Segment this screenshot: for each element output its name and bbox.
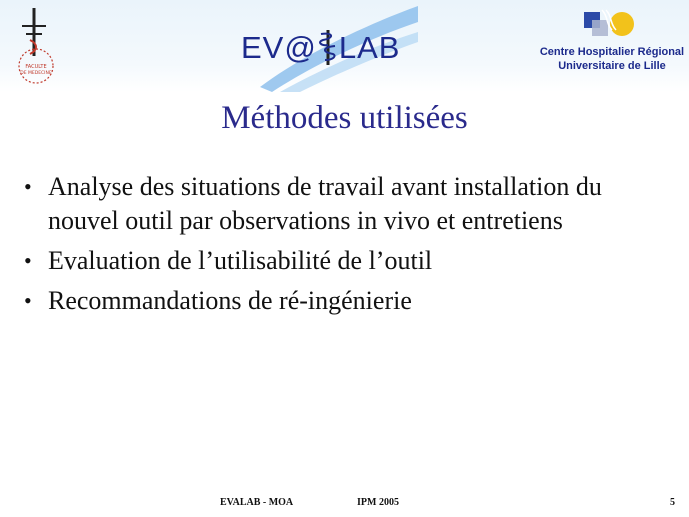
bullet-dot-icon: •: [24, 248, 32, 273]
bullet-text: Analyse des situations de travail avant installation du nouvel outil par observations in vivo et entretiens: [48, 172, 602, 235]
bullet-item: [18, 284, 678, 318]
institution-line-1: Centre Hospitalier Régional: [539, 46, 685, 58]
bullet-text: Evaluation de l’utilisabilité de l’outil: [48, 246, 433, 275]
slide-header: [0, 0, 689, 92]
bullet-text: Recommandations de ré-ingénierie: [48, 286, 412, 315]
institution-line-2: Universitaire de Lille: [558, 60, 666, 72]
faculty-logo-icon: [8, 6, 64, 86]
footer-center: IPM 2005: [357, 497, 399, 508]
brand-right-text: LAB: [338, 30, 401, 65]
brand-left-text: EV@: [241, 30, 317, 65]
bullet-dot-icon: •: [24, 288, 32, 313]
evalab-logo: [241, 28, 400, 66]
slide-title: Méthodes utilisées: [221, 100, 468, 136]
bullet-dot-icon: •: [24, 174, 32, 199]
page-number: 5: [670, 497, 675, 508]
bullet-item: [18, 170, 678, 238]
bullet-item: [18, 244, 678, 278]
caduceus-icon: [315, 28, 341, 66]
footer-left: EVALAB - MOA: [220, 497, 294, 508]
bullet-list: [18, 170, 678, 324]
svg-text:DE MEDECINE: DE MEDECINE: [20, 71, 52, 76]
svg-text:FACULTE: FACULTE: [25, 64, 47, 70]
chru-logo-icon: [582, 8, 638, 42]
institution-name: [512, 45, 689, 73]
